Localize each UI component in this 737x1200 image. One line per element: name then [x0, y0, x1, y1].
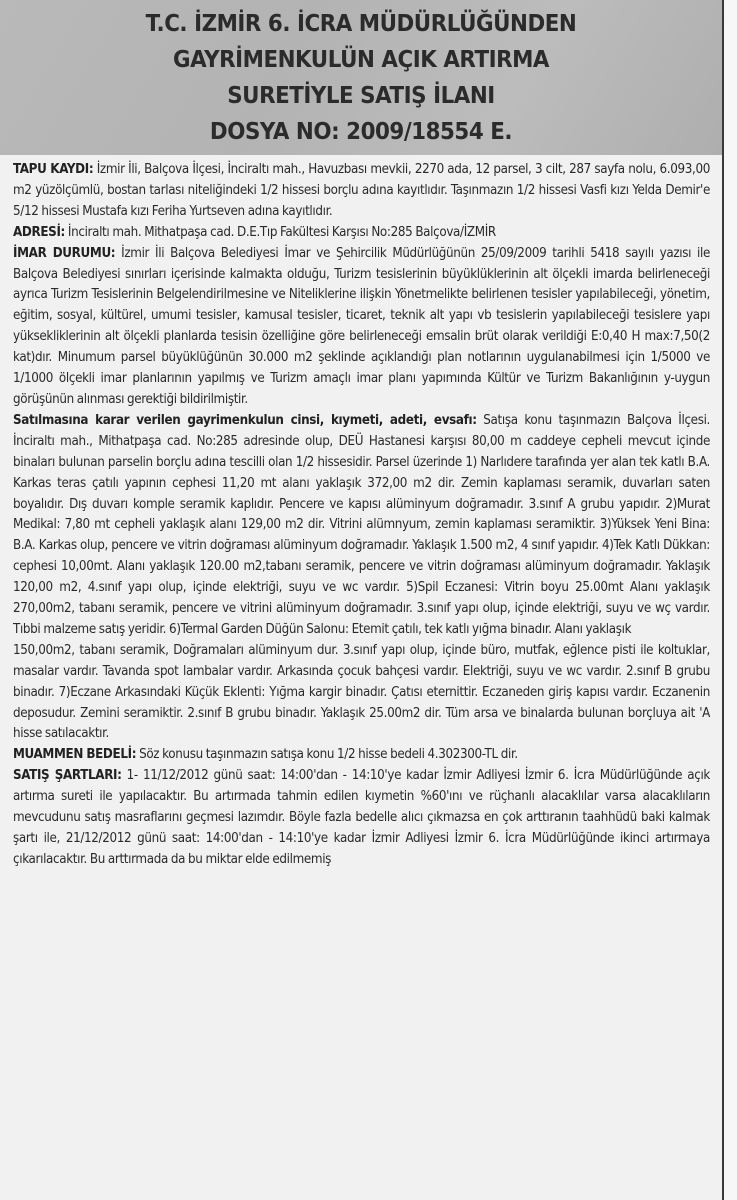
section-label: TAPU KAYDI: [13, 162, 94, 177]
header-line-subject: GAYRİMENKULÜN AÇIK ARTIRMA [172, 47, 550, 73]
section-tapu-kaydi [13, 160, 710, 223]
section-imar-durumu [13, 244, 710, 411]
section-text: İzmir İli, Balçova İlçesi, İnciraltı mah., Havuzbası mevkii, 2270 ada, 12 parsel, 3 cilt, 287 sayfa nolu, 6.093,00 m2 yüzölçümlü, bostan tarlası niteliğindeki 1/2 hissesi borçlu adına kayıtlıdır. Taşınmazın 1/2 hissesi Vasfi kızı Yelda Demir'e 5/12 hissesi Mustafa kızı Feriha Yurtseven adına kayıtlıdır. [13, 162, 710, 219]
section-gayrimenkul-evsafi [13, 411, 710, 641]
notice-body [0, 155, 722, 871]
page-margin [724, 0, 737, 1200]
section-gayrimenkul-evsafi-cont [13, 641, 710, 746]
header-line-file-no: DOSYA NO: 2009/18554 E. [209, 119, 513, 145]
section-text: Söz konusu taşınmazın satışa konu 1/2 hisse bedeli 4.302300-TL dir. [136, 747, 518, 763]
section-label: ADRESİ: [13, 224, 65, 240]
section-text: İzmir İli Balçova Belediyesi İmar ve Şehircilik Müdürlüğünün 25/09/2009 tarihli 5418 sayılı yazısı ile Balçova Belediyesi sınırları içerisinde kalmakta olduğu, Turizm tesislerinin büyüklüklerinin alt ölçekli imarda belirleneceği ayrıca Turizm Tesislerinin Belgelendirilmesine ve Niteliklerine ilişkin Yönetmelikte belirlenen tesisler yapılabileceği, yönetim, eğitim, sosyal, kültürel, umumi tesisler, kamusal tesisler, ticaret, teknik alt yapı vb tesislerin yapılabileceği tesislere yapı yüksekliklerinin alt ölçekli planlarda tesisin özelliğine göre belirleneceği emsalin brüt olarak verildiği E:0,40 H max:7,50(2 kat)dır. Minumum parsel büyüklüğünün 30.000 m2 şeklinde açıklandığı plan notlarının uygulanabilmesi için 1/5000 ve 1/1000 ölçekli imar planlarının yapılmış ve Turizm amaçlı imar planı yapımında Kültür ve Turizm Bakanlığının y-uygun görüşünün alınması gerektiği bildirilmiştir. [13, 245, 710, 407]
notice-header [0, 0, 722, 155]
section-satis-sartlari [13, 766, 710, 871]
section-label: İMAR DURUMU: [13, 245, 116, 261]
section-text: 1- 11/12/2012 günü saat: 14:00'dan - 14:10'ye kadar İzmir Adliyesi İzmir 6. İcra Müdürlüğünde açık artırma sureti ile yapılacaktır. Bu artırmada tahmin edilen kıymetin %60'ını ve rüçhanlı alacaklılar varsa alacaklıların mevcudunu satış masraflarını geçmesi lazımdır. Böyle fazla bedelle alıcı çıkmazsa en çok arttıranın taahhüdü baki kalmak şartı ile, 21/12/2012 günü saat: 14:00'dan - 14:10'ye kadar İzmir Adliyesi İzmir 6. İcra Müdürlüğünde ikinci artırmaya çıkarılacaktır. Bu arttırmada da bu miktar elde edilmemiş [13, 768, 710, 867]
header-line-title: SURETİYLE SATIŞ İLANI [227, 83, 495, 109]
section-adresi [13, 223, 710, 244]
section-text: Satışa konu taşınmazın Balçova İlçesi. İnciraltı mah., Mithatpaşa cad. No:285 adresinde olup, DEÜ Hastanesi karşısı 80,00 m caddeye cepheli mevcut içinde binaları bulunan parselin borçlu adına tescilli olan 1/2 hissesidir. Parsel üzerinde 1) Narlıdere tarafında yer alan tek katlı B.A. Karkas teras çatılı yapının cephesi 11,20 mt alanı yaklaşık 372,00 m2 dir. Zemin kaplaması seramik, duvarları saten boyalıdır. Dış duvarı komple seramik kaplıdır. Pencere ve kapısı alüminyum doğramadır. 3.sınıf A grubu yapıdır. 2)Murat Medikal: 7,80 mt cepheli yaklaşık alanı 129,00 m2 dir. Vitrini alümnyum, zemin kaplaması seramiktir. 3)Yüksek Yeni Bina: B.A. Karkas olup, pencere ve vitrin doğraması alüminyum doğramadır. Yaklaşık 1.500 m2, 4 sınıf yapıdır. 4)Tek Katlı Dükkan: cephesi 10,00mt. Alanı yaklaşık 120.00 m2,tabanı seramik, pencere ve vitrin doğraması alüminyum doğramadır. Yaklaşık 120,00 m2, 4.sınıf yapı olup, içinde elektriği, suyu ve wc vardır. 5)Spil Eczanesi: Vitrin boyu 25.00mt Alanı yaklaşık 270,00m2, tabanı seramik, pencere ve vitrini alüminyum doğramadır. 3.sınıf yapı olup, içinde elektriği, suyu ve wç vardır. Tıbbi malzeme satış yeridir. 6)Termal Garden Düğün Salonu: Etemit çatılı, tek katlı yığma binadır. Alanı yaklaşık [13, 412, 710, 637]
header-line-office: T.C. İZMİR 6. İCRA MÜDÜRLÜĞÜNDEN [145, 11, 577, 37]
section-label: SATIŞ ŞARTLARI: [13, 768, 122, 784]
section-text: İnciraltı mah. Mithatpaşa cad. D.E.Tıp Fakültesi Karşısı No:285 Balçova/İZMİR [64, 224, 496, 240]
section-label: Satılmasına karar verilen gayrimenkulun cinsi, kıymeti, adeti, evsafı: [13, 412, 477, 428]
section-muammen-bedeli [13, 745, 710, 766]
section-text: 150,00m2, tabanı seramik, Doğramaları alüminyum dur. 3.sınıf yapı olup, içinde büro, mutfak, eğlence pisti ile koltuklar, masalar vardır. Tavanda spot lambalar vardır. Arkasında çocuk bahçesi vardır. Elektriği, suyu ve wc vardır. 2.sınıf B grubu binadır. 7)Eczane Arkasındaki Küçük Eklenti: Yığma kargir binadır. Çatısı eternittir. Eczaneden giriş kapısı vardır. Eczanenin deposudur. Zemini seramiktir. 2.sınıf B grubu binadır. Yaklaşık 25.00m2 dir. Tüm arsa ve binalarda bulunan borçluya ait 'A hisse satılacaktır. [13, 642, 710, 742]
section-label: MUAMMEN BEDELİ: [13, 747, 137, 763]
